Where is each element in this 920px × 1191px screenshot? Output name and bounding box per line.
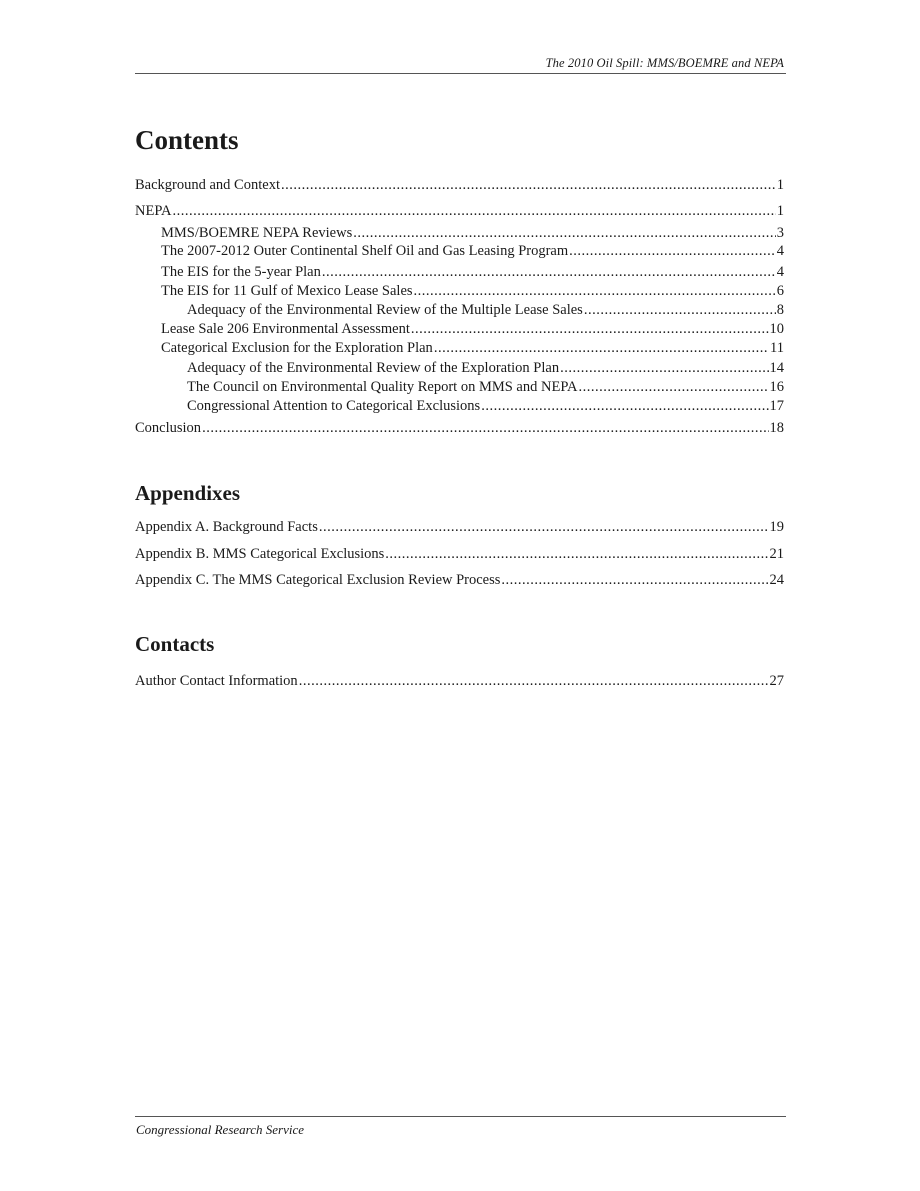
toc-leader-dots: [481, 398, 768, 415]
footer-label: Congressional Research Service: [136, 1122, 304, 1137]
toc-entry-title: Appendix C. The MMS Categorical Exclusion Review Process: [135, 572, 501, 588]
toc-page-number: 16: [769, 379, 784, 395]
page-header: [135, 55, 786, 74]
toc-entry-title: The EIS for 11 Gulf of Mexico Lease Sales: [161, 283, 413, 299]
toc-entry-title: The 2007-2012 Outer Continental Shelf Oil and Gas Leasing Program: [161, 243, 569, 259]
toc-entry-title: Background and Context: [135, 177, 280, 193]
toc-leader-dots: [414, 283, 776, 300]
toc-entry-eis-5-year-plan[interactable]: [135, 264, 784, 281]
toc-leader-dots: [501, 572, 768, 589]
toc-leader-dots: [579, 379, 769, 396]
toc-entry-title: Lease Sale 206 Environmental Assessment: [161, 321, 410, 337]
toc-entry-categorical-exclusion-exploration-plan[interactable]: [135, 340, 784, 357]
toc-page-number: 19: [769, 519, 784, 535]
toc-entry-appendix-c[interactable]: [135, 572, 784, 589]
toc-page-number: 18: [769, 420, 784, 436]
toc-entry-conclusion[interactable]: [135, 420, 784, 437]
toc-entry-title: Categorical Exclusion for the Exploration Plan: [161, 340, 433, 356]
contents-heading: Contents: [135, 125, 239, 155]
toc-entry-adequacy-multiple-lease-sales[interactable]: [135, 302, 784, 319]
toc-entry-title: Adequacy of the Environmental Review of the Multiple Lease Sales: [187, 302, 583, 318]
toc-page-number: 3: [776, 225, 784, 241]
toc-leader-dots: [569, 243, 776, 260]
toc-leader-dots: [385, 546, 768, 563]
toc-entry-lease-sale-206[interactable]: [135, 321, 784, 338]
toc-entry-title: MMS/BOEMRE NEPA Reviews: [161, 225, 353, 241]
toc-page-number: 4: [776, 243, 784, 259]
toc-page-number: 11: [770, 340, 784, 356]
toc-entry-appendix-a[interactable]: [135, 519, 784, 536]
toc-entry-author-contact-information[interactable]: [135, 673, 784, 690]
toc-page-number: 4: [776, 264, 784, 280]
toc-leader-dots: [202, 420, 768, 437]
toc-page-number: 10: [769, 321, 784, 337]
toc-leader-dots: [584, 302, 776, 319]
toc-leader-dots: [353, 225, 776, 242]
toc-entry-adequacy-exploration-plan[interactable]: [135, 360, 784, 377]
toc-page-number: 1: [776, 177, 784, 193]
page-footer: [135, 1116, 786, 1137]
toc-page-number: 24: [769, 572, 784, 588]
toc-leader-dots: [319, 519, 769, 536]
toc-entry-title: NEPA: [135, 203, 172, 219]
toc-leader-dots: [322, 264, 776, 281]
toc-page-number: 27: [769, 673, 784, 689]
toc-entry-title: Adequacy of the Environmental Review of the Exploration Plan: [187, 360, 560, 376]
toc-leader-dots: [560, 360, 768, 377]
appendixes-heading: Appendixes: [135, 481, 241, 505]
toc-entry-title: The Council on Environmental Quality Report on MMS and NEPA: [187, 379, 578, 395]
toc-entry-mms-boemre-nepa-reviews[interactable]: [135, 225, 784, 242]
contacts-heading: Contacts: [135, 632, 215, 656]
toc-page-number: 6: [776, 283, 784, 299]
toc-leader-dots: [434, 340, 769, 357]
toc-entry-title: Conclusion: [135, 420, 202, 436]
toc-entry-eis-11-lease-sales[interactable]: [135, 283, 784, 300]
running-title: The 2010 Oil Spill: MMS/BOEMRE and NEPA: [545, 56, 784, 70]
toc-entry-background-and-context[interactable]: [135, 177, 784, 194]
toc-entry-title: Author Contact Information: [135, 673, 298, 689]
toc-entry-nepa[interactable]: [135, 203, 784, 220]
toc-page-number: 17: [769, 398, 784, 414]
toc-leader-dots: [411, 321, 769, 338]
toc-entry-congressional-attention[interactable]: [135, 398, 784, 415]
toc-entry-appendix-b[interactable]: [135, 546, 784, 563]
toc-page-number: 14: [769, 360, 784, 376]
toc-leader-dots: [299, 673, 769, 690]
toc-leader-dots: [173, 203, 776, 220]
toc-page-number: 21: [769, 546, 784, 562]
toc-entry-title: Congressional Attention to Categorical Exclusions: [187, 398, 481, 414]
toc-entry-title: Appendix A. Background Facts: [135, 519, 318, 535]
toc-leader-dots: [281, 177, 776, 194]
toc-entry-title: Appendix B. MMS Categorical Exclusions: [135, 546, 385, 562]
toc-page-number: 8: [776, 302, 784, 318]
toc-page-number: 1: [776, 203, 784, 219]
toc-entry-ceq-report[interactable]: [135, 379, 784, 396]
toc-entry-title: The EIS for the 5-year Plan: [161, 264, 321, 280]
toc-entry-leasing-program[interactable]: [135, 243, 784, 260]
